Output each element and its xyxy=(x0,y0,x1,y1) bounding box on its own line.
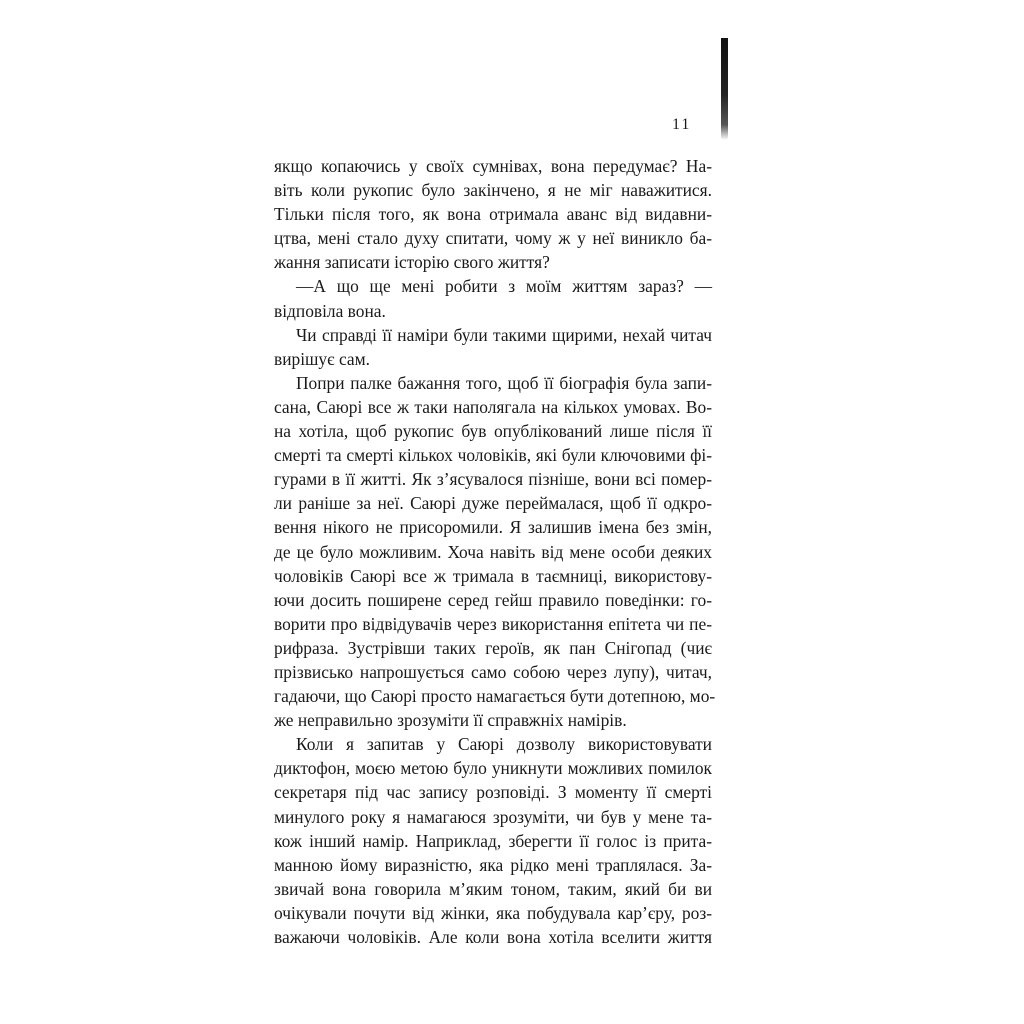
text-line: на хотіла, щоб рукопис був опублікований лише після її xyxy=(274,421,712,442)
page-number: 11 xyxy=(672,116,692,133)
text-line: ючи досить поширене серед гейш правило поведінки: го- xyxy=(274,589,712,610)
text-line: жання записати історію свого життя? xyxy=(274,252,550,273)
text-line: гадаючи, що Саюрі просто намагається бути дотепною, мо- xyxy=(274,686,716,707)
text-line: важаючи чоловіків. Але коли вона хотіла вселити життя xyxy=(274,927,712,947)
text-line: вирішує сам. xyxy=(274,348,370,369)
text-line: рифраза. Зустрівши таких героїв, як пан Снігопад (чиє xyxy=(274,637,712,658)
text-line: очікували почути від жінки, яка побудувала кар’єру, роз- xyxy=(274,902,712,923)
text-line: віть коли рукопис було закінчено, я не міг наважитися. xyxy=(274,180,712,201)
text-line: гурами в її житті. Як з’ясувалося пізніше, вони всі помер- xyxy=(274,469,712,490)
text-line: смерті та смерті кількох чоловіків, які були ключовими фі- xyxy=(274,445,712,466)
text-line: звичай вона говорила м’яким тоном, таким, який би ви xyxy=(274,878,712,899)
text-line: якщо копаючись у своїх сумнівах, вона передумає? На- xyxy=(274,156,712,176)
text-line: цтва, мені стало духу спитати, чому ж у неї виникло ба- xyxy=(274,228,712,249)
text-line: прізвисько напрошується само собою через лупу), читач, xyxy=(274,661,712,682)
text-line: Чи справді її наміри були такими щирими, нехай читач xyxy=(296,324,712,345)
text-line: —А що ще мені робити з моїм життям зараз? — xyxy=(296,276,712,297)
text-line: відповіла вона. xyxy=(274,300,386,321)
text-line: ворити про відвідувачів через використання епітета чи пе- xyxy=(274,613,712,634)
text-line: кож інший намір. Наприклад, зберегти її голос із прита- xyxy=(274,830,712,851)
text-line: минулого року я намагаюся зрозуміти, чи був у мене та- xyxy=(274,806,712,827)
text-line: манною йому виразністю, яка рідко мені траплялася. За- xyxy=(274,854,712,875)
text-line: де це було можливим. Хоча навіть від мене особи деяких xyxy=(274,541,712,562)
text-line: секретаря під час запису розповіді. З моменту її смерті xyxy=(274,782,712,803)
text-line: сана, Саюрі все ж таки наполягала на кількох умовах. Во- xyxy=(274,396,712,417)
text-line: Тільки після того, як вона отримала аванс від видавни- xyxy=(274,204,712,225)
text-line: вення нікого не присоромили. Я залишив імена без змін, xyxy=(274,517,712,538)
text-line: чоловіків Саюрі все ж тримала в таємниці, використову- xyxy=(274,565,712,586)
text-line: ли раніше за неї. Саюрі дуже переймалася, щоб її одкро- xyxy=(274,493,712,514)
text-line: диктофон, моєю метою було уникнути можливих помилок xyxy=(274,758,712,779)
body-text xyxy=(274,154,716,949)
text-line: Коли я запитав у Саюрі дозволу використовувати xyxy=(296,734,712,755)
text-line: Попри палке бажання того, щоб її біографія була запи- xyxy=(296,372,712,393)
page-edge-marker xyxy=(721,38,728,140)
text-line: же неправильно зрозуміти її справжніх намірів. xyxy=(274,710,627,731)
